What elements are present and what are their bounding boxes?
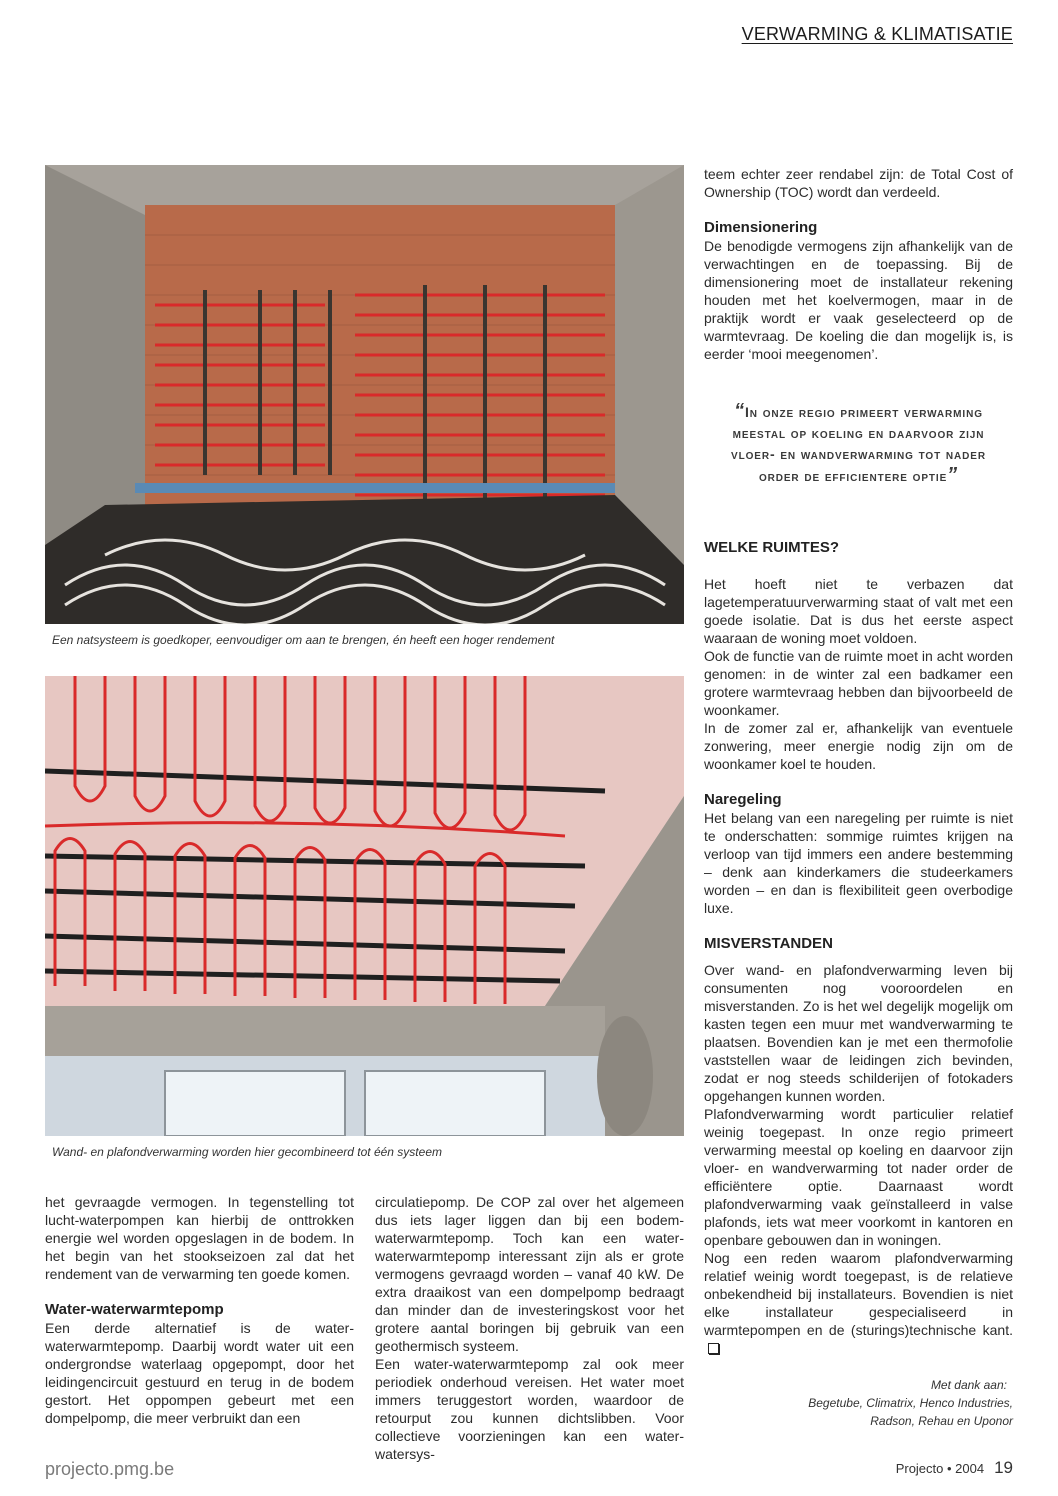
wall-floor-heating-illustration [45, 165, 684, 624]
ruimtes-paragraph-1: Het hoeft niet te verbazen dat lagetemperatuurverwarming staat of valt met een goede isolatie. Dat is dus het eerste aspect waaraan de woning moet voldoen. [704, 576, 1013, 646]
quote-open-mark: “ [734, 400, 746, 422]
photo2-caption: Wand- en plafondverwarming worden hier gecombineerd tot één systeem [52, 1145, 442, 1159]
section-title: VERWARMING & KLIMATISATIE [741, 24, 1013, 44]
dimensionering-text: De benodigde vermogens zijn afhankelijk van de verwachtingen en de toepassing. Bij de dimensionering moet de installateur rekening houden met het koelvermogen, maar in de praktijk wordt er vaak geselecteerd op de warmtevraag. De koeling die dan mogelijk is, is eerder ‘mooi meegenomen’. [704, 238, 1013, 362]
right-column [704, 165, 1013, 1357]
page-number: 19 [994, 1458, 1013, 1477]
naregeling-heading: Naregeling [704, 791, 782, 808]
bottom-middle-paragraph-2: Een water-waterwarmtepomp zal ook meer periodiek onderhoud vereisen. Het water moet immers teruggestort worden, waardoor de retourput zou kunnen dichtslibben. Voor collectieve voorzieningen kan een water-watersys- [375, 1356, 684, 1462]
footer-url[interactable]: projecto.pmg.be [45, 1459, 175, 1479]
misverstanden-paragraph-1: Over wand- en plafondverwarming leven bij consumenten nog vooroordelen en misverstanden. Zo is het wel degelijk mogelijk om kasten tegen een muur met wandverwarming te plaatsen. Bovendien kan je met een thermofolie vaststellen waar de leidingen zich bevinden, zodat er nog steeds schilderijen of fotokaders opgehangen kunnen worden. [704, 962, 1013, 1104]
footer-magazine-info [896, 1458, 1013, 1478]
photo-wall-floor-heating [45, 165, 684, 624]
naregeling-text: Het belang van een naregeling per ruimte is niet te onderschatten: sommige ruimtes krijgen na verloop van tijd immers een andere bestemming – denk aan kinderkamers die studeerkamers worden – en dan is flexibiliteit geen overbodige luxe. [704, 810, 1013, 916]
ceiling-heating-illustration [45, 676, 684, 1136]
end-of-article-icon [708, 1343, 719, 1354]
misverstanden-heading: MISVERSTANDEN [704, 935, 833, 952]
dimensionering-heading: Dimensionering [704, 219, 818, 236]
intro-text: teem echter zeer rendabel zijn: de Total Cost of Ownership (TOC) wordt dan verdeeld. [704, 166, 1013, 200]
pull-quote [712, 401, 1005, 487]
photo-ceiling-heating [45, 676, 684, 1136]
photo1-caption: Een natsysteem is goedkoper, eenvoudiger om aan te brengen, én heeft een hoger rendement [52, 633, 555, 647]
ruimtes-paragraph-3: In de zomer zal er, afhankelijk van eventuele zonwering, meer energie nodig zijn om de woonkamer koel te houden. [704, 720, 1013, 772]
water-waterwarmtepomp-heading: Water-waterwarmtepomp [45, 1301, 224, 1318]
footer-magazine: Projecto • 2004 [895, 1461, 985, 1476]
acknowledgements-line-2: Radson, Rehau en Uponor [870, 1414, 1013, 1428]
ruimtes-paragraph-2: Ook de functie van de ruimte moet in acht worden genomen: in de winter zal een badkamer een grotere warmtevraag hebben dan bijvoorbeeld de woonkamer. [704, 648, 1013, 718]
welke-ruimtes-heading: WELKE RUIMTES? [704, 539, 839, 556]
bottom-left-column [45, 1193, 354, 1427]
acknowledgements-label: Met dank aan: [930, 1378, 1007, 1392]
bottom-left-paragraph-1: het gevraagde vermogen. In tegenstelling tot lucht-waterpompen kan hierbij de onttrokken energie wel worden opgeslagen in de bodem. In het begin van het stookseizoen zal dat het rendement van de verwarming ten goede komen. [45, 1194, 354, 1282]
bottom-middle-column [375, 1193, 684, 1463]
acknowledgements [808, 1376, 1013, 1430]
misverstanden-paragraph-3-text: Nog een reden waarom plafondverwarming relatief weinig wordt toegepast, is de relatieve onbekendheid bij installateurs. Bovendien is niet elke installateur gespecialiseerd in warmtepompen en de (sturings)technische kant. [704, 1250, 1013, 1338]
misverstanden-paragraph-3 [704, 1249, 1013, 1357]
acknowledgements-line-1: Begetube, Climatrix, Henco Industries, [808, 1396, 1013, 1410]
bottom-left-paragraph-2: Een derde alternatief is de water-waterwarmtepomp. Daarbij wordt water uit een ondergrondse waterlaag opgepompt, door het leidingencircuit gestuurd en terug in de bodem gestort. Het oppompen gebeurt met een dompelpomp, die meer verbruikt dan een [45, 1320, 354, 1426]
bottom-middle-paragraph-1: circulatiepomp. De COP zal over het algemeen dus iets lager liggen dan bij een bodem-waterwarmtepomp. Toch kan een water-waterwarmtepomp interessant zijn als er grote vermogens gevraagd worden – vanaf 40 kW. De extra draaikost van een dompelpomp bedraagt dan minder dan de investeringskost voor het grotere aantal boringen bij gebruik van een geothermisch systeem. [375, 1194, 684, 1354]
quote-close-mark: ” [947, 464, 959, 486]
pull-quote-text: In onze regio primeert verwarming meestal op koeling en daarvoor zijn vloer- en wandverwarming tot nader order de efficientere optie [731, 404, 986, 484]
misverstanden-paragraph-2: Plafondverwarming wordt particulier relatief weinig toegepast. In onze regio primeert verwarming meestal op koeling en daarvoor zijn vloer- en wandverwarming tot nader order de efficiëntere optie. Daarnaast wordt plafondverwarming vaak geïnstalleerd in valse plafonds, iets wat meer voorkomt in kantoren en openbare gebouwen dan in woningen. [704, 1106, 1013, 1248]
